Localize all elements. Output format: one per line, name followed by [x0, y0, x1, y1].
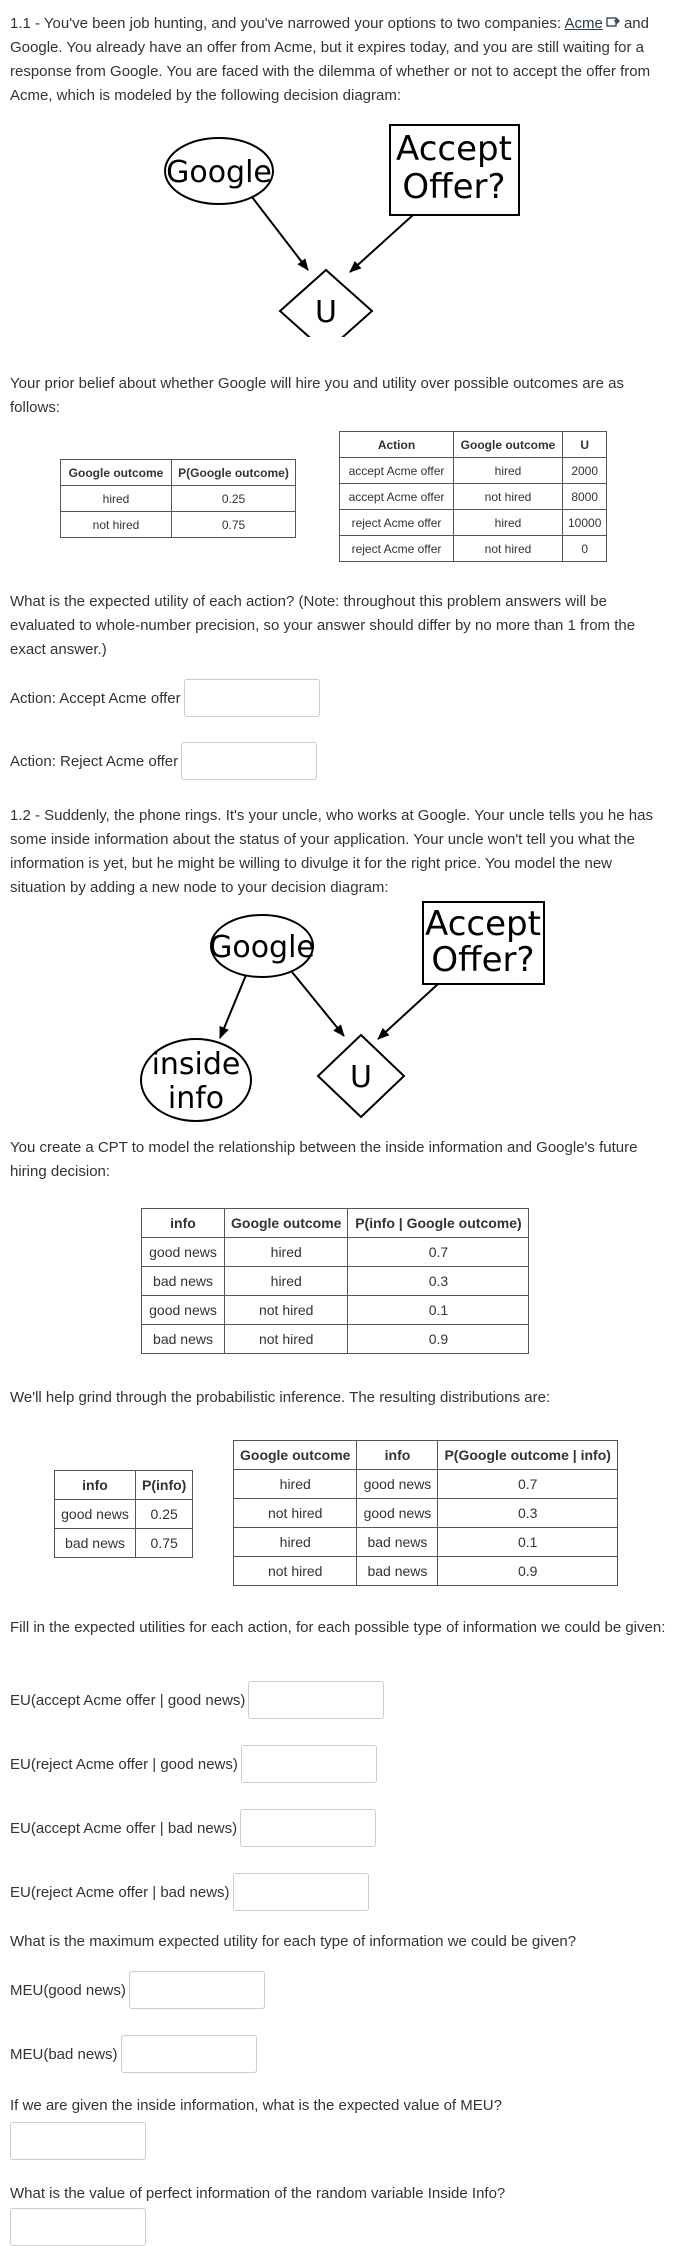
eu-reject-good-input[interactable] [241, 1745, 377, 1783]
table-cell: hired [234, 1470, 357, 1499]
eu-row-2 [10, 1744, 377, 1784]
eu-accept-good-input[interactable] [248, 1681, 384, 1719]
arrow-google-to-u [292, 972, 344, 1036]
table-row [234, 1470, 618, 1499]
meu-bad-input[interactable] [121, 2035, 257, 2073]
inference-text: We'll help grind through the probabilistic inference. The resulting distributions are: [10, 1389, 551, 1406]
prior-text: Your prior belief about whether Google will hire you and utility over possible outcomes are as follows: [10, 375, 624, 416]
table-cell: bad news [142, 1325, 225, 1354]
pinfo-table [54, 1470, 193, 1558]
column-header: P(info) [136, 1471, 193, 1500]
table-cell: bad news [55, 1529, 136, 1558]
eu-accept-input[interactable] [184, 679, 320, 717]
table-cell: not hired [454, 484, 563, 510]
eu-label: EU(reject Acme offer | good news) [10, 1755, 238, 1773]
table-cell: not hired [454, 536, 563, 562]
table-cell: 0.9 [438, 1557, 617, 1586]
answer-label: Action: Accept Acme offer [10, 689, 181, 707]
table-cell: 10000 [563, 510, 607, 536]
acme-link[interactable]: Acme [564, 15, 603, 32]
arrow-accept-to-u [350, 215, 413, 272]
table-header-row [61, 460, 296, 486]
expected-meu-question: If we are given the inside information, what is the expected value of MEU? [10, 2097, 502, 2114]
table-cell: hired [454, 458, 563, 484]
cpt-text: You create a CPT to model the relationship between the inside information and Google's future hiring decision: [10, 1139, 638, 1180]
table-cell: 0.7 [348, 1238, 529, 1267]
table-header-row [340, 432, 607, 458]
table-cell: accept Acme offer [340, 484, 454, 510]
posterior-table [233, 1440, 618, 1586]
table-cell: 0.3 [348, 1267, 529, 1296]
eu-row-3 [10, 1808, 376, 1848]
inside-info-label-2: info [167, 1081, 225, 1116]
meu-question: What is the maximum expected utility for each type of information we could be given? [10, 1933, 577, 1950]
arrow-accept-to-u [378, 984, 438, 1039]
table-row [340, 458, 607, 484]
table-cell: good news [142, 1296, 225, 1325]
table-row [340, 484, 607, 510]
eu-label: EU(accept Acme offer | bad news) [10, 1819, 238, 1837]
table-header-row [234, 1441, 618, 1470]
answer-row-reject [10, 741, 317, 781]
utility-node-label: U [315, 295, 337, 330]
accept-node-label-2: Offer? [431, 940, 535, 980]
q1-intro-before: 1.1 - You've been job hunting, and you've narrowed your options to two companies: [10, 15, 565, 32]
table-cell: bad news [357, 1557, 438, 1586]
table-cell: hired [225, 1267, 348, 1296]
eu-reject-bad-input[interactable] [233, 1873, 369, 1911]
table-cell: 0.1 [438, 1528, 617, 1557]
table-cell: hired [234, 1528, 357, 1557]
table-cell: reject Acme offer [340, 510, 454, 536]
table-cell: good news [55, 1500, 136, 1529]
eu-reject-input[interactable] [181, 742, 317, 780]
cpt-table [141, 1208, 529, 1354]
q1-intro-after: and Google. You already have an offer from Acme, but it expires today, and you are still waiting for a response from Google. You are faced with the dilemma of whether or not to accept the offer from Acme, which is modeled by the following decision diagram: [10, 15, 651, 105]
table-cell: 0.9 [348, 1325, 529, 1354]
table-cell: not hired [234, 1557, 357, 1586]
table-row [234, 1557, 618, 1586]
table-cell: bad news [142, 1267, 225, 1296]
q2-intro: 1.2 - Suddenly, the phone rings. It's your uncle, who works at Google. Your uncle tells you he has some inside information about the status of your application. Your uncle won't tell you what the information is yet, but he might be willing to divulge it for the right price. You model the new situation by adding a new node to your decision diagram: [10, 807, 653, 896]
table-row [142, 1238, 529, 1267]
table-header-row [142, 1209, 529, 1238]
table-cell: 0.25 [172, 486, 296, 512]
table-row [142, 1267, 529, 1296]
table-cell: not hired [225, 1296, 348, 1325]
table-row [340, 536, 607, 562]
column-header: Action [340, 432, 454, 458]
google-node-label: Google [166, 155, 272, 190]
table-row [55, 1500, 193, 1529]
eu-question: What is the expected utility of each action? (Note: throughout this problem answers will be evaluated to whole-number precision, so your answer should differ by no more than 1 from the exact answer.) [10, 593, 636, 658]
table-cell: hired [61, 486, 172, 512]
column-header: P(Google outcome | info) [438, 1441, 617, 1470]
table-cell: bad news [357, 1528, 438, 1557]
eu-label: EU(reject Acme offer | bad news) [10, 1883, 230, 1901]
vpi-question: What is the value of perfect information of the random variable Inside Info? [10, 2185, 506, 2202]
column-header: Google outcome [234, 1441, 357, 1470]
eu-label: EU(accept Acme offer | good news) [10, 1691, 246, 1709]
meu-label: MEU(bad news) [10, 2045, 118, 2063]
vpi-input[interactable] [10, 2208, 146, 2246]
arrow-google-to-u [252, 197, 308, 270]
column-header: U [563, 432, 607, 458]
table-cell: not hired [61, 512, 172, 538]
table-cell: good news [357, 1499, 438, 1528]
table-cell: not hired [234, 1499, 357, 1528]
table-row [234, 1528, 618, 1557]
eu-row-4 [10, 1872, 369, 1912]
meu-row-good [10, 1970, 265, 2010]
decision-diagram-1 [150, 122, 540, 337]
table-cell: 0.3 [438, 1499, 617, 1528]
column-header: Google outcome [61, 460, 172, 486]
external-link-icon [606, 12, 620, 36]
fill-text: Fill in the expected utilities for each action, for each possible type of information we could be given: [10, 1619, 666, 1636]
table-cell: hired [454, 510, 563, 536]
table-row [340, 510, 607, 536]
table-row [61, 486, 296, 512]
eu-accept-bad-input[interactable] [240, 1809, 376, 1847]
meu-row-bad [10, 2034, 257, 2074]
table-cell: 0.1 [348, 1296, 529, 1325]
table-cell: 0.75 [172, 512, 296, 538]
answer-row-accept [10, 678, 320, 718]
column-header: P(Google outcome) [172, 460, 296, 486]
table-cell: accept Acme offer [340, 458, 454, 484]
table-cell: 0.25 [136, 1500, 193, 1529]
table-cell: 2000 [563, 458, 607, 484]
expected-meu-input[interactable] [10, 2122, 146, 2160]
utility-node-label: U [350, 1060, 372, 1095]
prior-table [60, 459, 296, 538]
accept-node-label-1: Accept [425, 904, 541, 944]
table-row [61, 512, 296, 538]
column-header: info [55, 1471, 136, 1500]
table-cell: 8000 [563, 484, 607, 510]
table-cell: not hired [225, 1325, 348, 1354]
table-cell: good news [142, 1238, 225, 1267]
table-cell: good news [357, 1470, 438, 1499]
q1-intro [10, 12, 670, 108]
table-row [55, 1529, 193, 1558]
table-cell: 0.7 [438, 1470, 617, 1499]
table-cell: 0 [563, 536, 607, 562]
table-row [142, 1325, 529, 1354]
table-row [142, 1296, 529, 1325]
eu-row-1 [10, 1680, 384, 1720]
utility-table [339, 431, 607, 562]
meu-label: MEU(good news) [10, 1981, 126, 1999]
table-cell: 0.75 [136, 1529, 193, 1558]
table-cell: reject Acme offer [340, 536, 454, 562]
column-header: info [357, 1441, 438, 1470]
column-header: Google outcome [454, 432, 563, 458]
column-header: P(info | Google outcome) [348, 1209, 529, 1238]
decision-diagram-2 [135, 898, 560, 1124]
arrow-google-to-info [220, 975, 246, 1038]
table-header-row [55, 1471, 193, 1500]
inside-info-label-1: inside [151, 1047, 241, 1082]
accept-node-label-2: Offer? [402, 167, 506, 207]
table-cell: hired [225, 1238, 348, 1267]
accept-node-label-1: Accept [396, 129, 512, 169]
table-row [234, 1499, 618, 1528]
google-node-label: Google [209, 930, 315, 965]
column-header: Google outcome [225, 1209, 348, 1238]
meu-good-input[interactable] [129, 1971, 265, 2009]
column-header: info [142, 1209, 225, 1238]
answer-label: Action: Reject Acme offer [10, 752, 179, 770]
